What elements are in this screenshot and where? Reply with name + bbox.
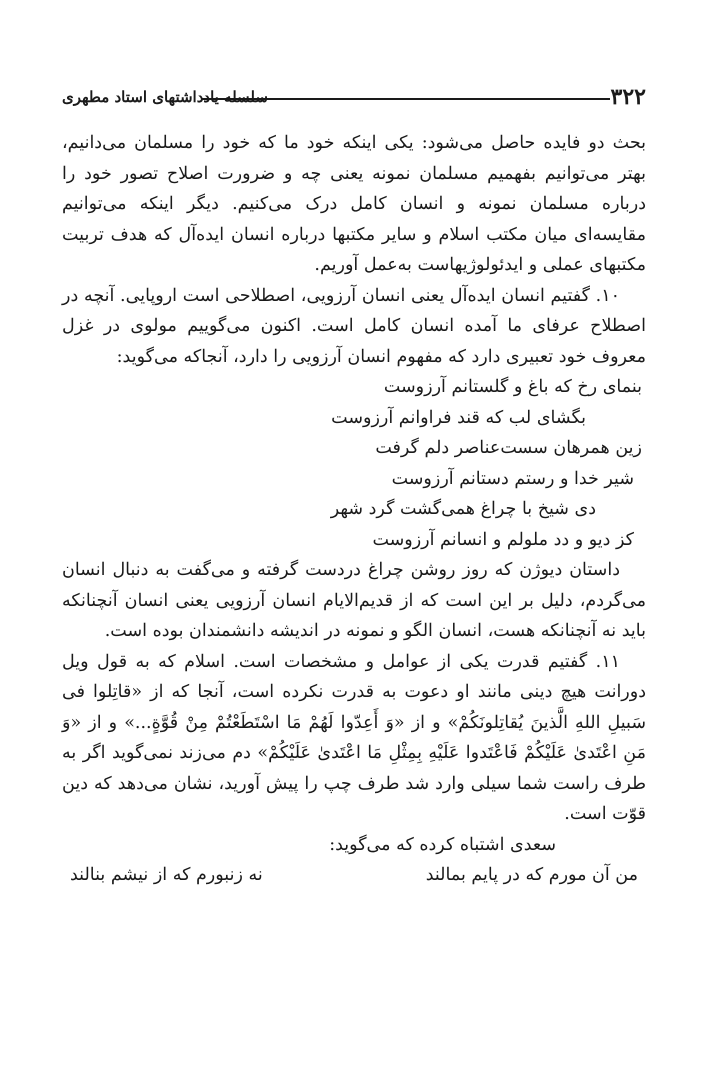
paragraph-11: ۱۱. گفتیم قدرت یکی از عوامل و مشخصات است. اسلام که به قول ویل دورانت هیچ دینی مانند او دعوت به قدرت نکرده است، آنجا که از «قاتِلوا فی سَبیلِ اللهِ الَّذینَ یُقاتِلونَکُمْ» و از «وَ أَعِدّوا لَهُمْ مَا اسْتَطَعْتُمْ مِنْ قُوَّةٍ...» و از «وَ مَنِ اعْتَدیٰ عَلَیْکُمْ فَاعْتَدوا عَلَیْهِ بِمِثْلِ مَا اعْتَدیٰ عَلَیْکُمْ» دم می‌زند نمی‌گوید اگر به طرف راست شما سیلی وارد شد طرف چپ را پیش آورید، نشان می‌دهد که دین قوّت است. xyxy=(62,651,646,824)
poem-line: دی شیخ با چراغ همی‌گشت گرد شهر xyxy=(330,499,596,519)
couplet-second-hemistich: نه زنبورم که از نیشم بنالند xyxy=(70,865,263,885)
couplet-first-hemistich: من آن مورم که در پایم بمالند xyxy=(425,865,638,885)
page-number: ۳۲۲ xyxy=(610,84,646,110)
poem-line: بنمای رخ که باغ و گلستانم آرزوست xyxy=(383,377,642,397)
poem-line: بگشای لب که قند فراوانم آرزوست xyxy=(331,407,586,428)
paragraph: بحث دو فایده حاصل می‌شود: یکی اینکه خود ما که خود را مسلمان می‌دانیم، بهتر می‌توانیم بفهمیم مسلمان نمونه یعنی چه و ضرورت اصلاح تصور خود را درباره مسلمان نمونه و انسان کامل درک می‌کنیم. دیگر اینکه می‌توانیم مقایسه‌ای میان مکتب اسلام و سایر مکتبها درباره انسان ایده‌آل که هدف تربیت مکتبهای عملی و ایدئولوژیهاست به‌عمل آوریم. xyxy=(62,133,646,275)
page-body xyxy=(62,128,646,891)
poem xyxy=(62,372,646,555)
running-title: سلسله یادداشتهای استاد مطهری xyxy=(62,88,268,106)
poem-line: زین همرهان سست‌عناصر دلم گرفت xyxy=(375,438,642,458)
page-header xyxy=(62,84,646,114)
couplet xyxy=(62,860,646,891)
poem-line: شیر خدا و رستم دستانم آرزوست xyxy=(391,468,634,489)
paragraph-10: ۱۰. گفتیم انسان ایده‌آل یعنی انسان آرزویی، اصطلاحی است اروپایی. آنچه در اصطلاح عرفای ما آمده انسان کامل است. اکنون می‌گوییم مولوی در غزل معروف خود تعبیری دارد که مفهوم انسان آرزویی را دارد، آنجاکه می‌گوید: xyxy=(62,285,646,367)
poem-line: کز دیو و دد ملولم و انسانم آرزوست xyxy=(372,529,634,550)
sadi-intro: سعدی اشتباه کرده که می‌گوید: xyxy=(329,834,556,855)
paragraph-diogenes: داستان دیوژن که روز روشن چراغ دردست گرفته و می‌گفت به دنبال انسان می‌گردم، دلیل بر این است که از قدیم‌الایام انسان آرزویی یعنی انسان آنچنانکه باید نه آنچنانکه هست، انسان الگو و نمونه در اندیشه دانشمندان بوده است. xyxy=(62,560,646,641)
